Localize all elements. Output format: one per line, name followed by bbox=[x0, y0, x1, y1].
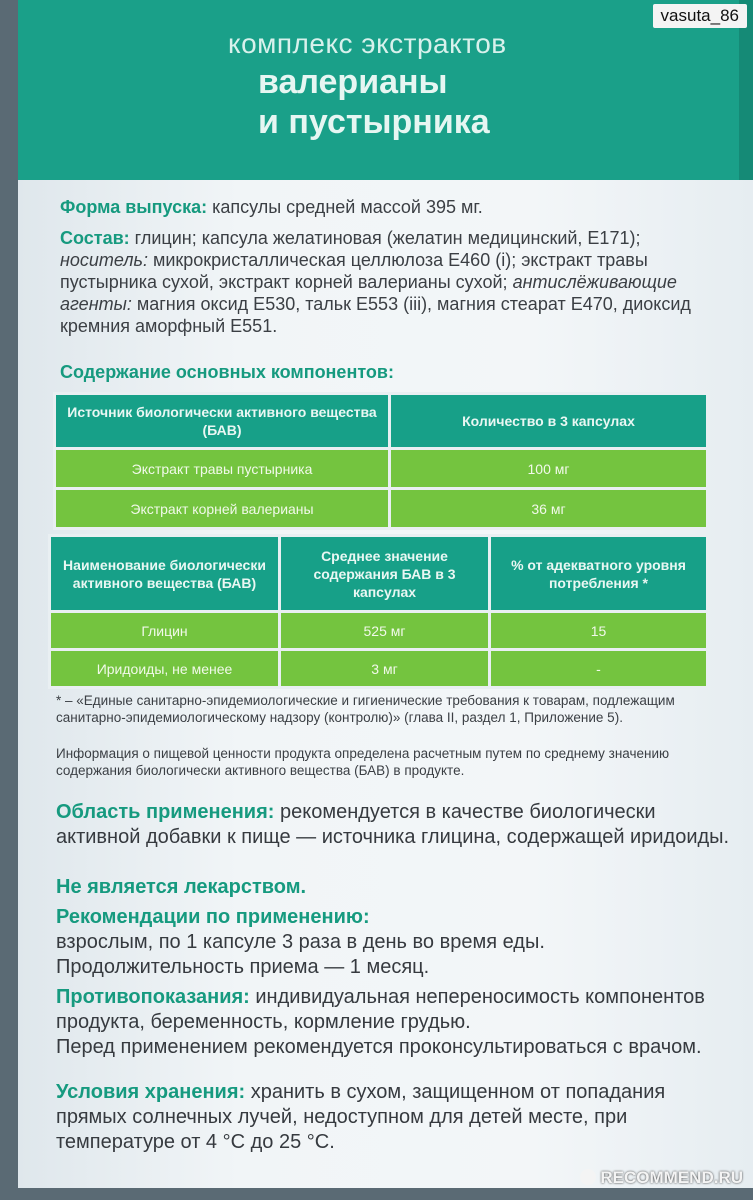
table2-cell: Глицин bbox=[50, 612, 280, 650]
table1-header-amount: Количество в 3 капсулах bbox=[390, 394, 708, 449]
table2-header-percent: % от адекватного уровня потребления * bbox=[490, 536, 708, 612]
site-watermark bbox=[580, 1168, 743, 1188]
table2-cell: Иридоиды, не менее bbox=[50, 650, 280, 688]
author-watermark: vasuta_86 bbox=[653, 4, 747, 28]
contra-label: Противопоказания: bbox=[56, 986, 250, 1008]
contraindications bbox=[56, 985, 736, 1060]
contra-line-2: Перед применением рекомендуется проконсультироваться с врачом. bbox=[56, 1036, 702, 1058]
header-band bbox=[18, 0, 753, 180]
release-form-label: Форма выпуска: bbox=[60, 197, 208, 217]
table2-header-name: Наименование биологически активного вещества (БАВ) bbox=[50, 536, 280, 612]
application-label: Область применения: bbox=[56, 801, 275, 823]
recommend-logo-icon bbox=[580, 1169, 596, 1185]
release-form-text: капсулы средней массой 395 мг. bbox=[207, 197, 483, 217]
table2-cell: 15 bbox=[490, 612, 708, 650]
anticaking-label: антислёживающие агенты: bbox=[60, 272, 677, 314]
storage-text: хранить в сухом, защищенном от попадания прямых солнечных лучей, недоступном для детей месте, при температуре от 4 °С до 25 °С. bbox=[56, 1081, 666, 1153]
table-sources bbox=[53, 392, 709, 530]
storage bbox=[56, 1080, 736, 1155]
table2-header-average: Среднее значение содержания БАВ в 3 капсулах bbox=[280, 536, 490, 612]
composition-text-2: микрокристаллическая целлюлоза Е460 (i); экстракт травы пустырника сухой, экстракт корней валерианы сухой; bbox=[60, 250, 648, 292]
site-watermark-text: RECOMMEND.RU bbox=[600, 1168, 743, 1187]
dosage-line-2: Продолжительность приема — 1 месяц. bbox=[56, 956, 430, 978]
table2-cell: - bbox=[490, 650, 708, 688]
contra-text: индивидуальная непереносимость компонентов продукта, беременность, кормление грудью. bbox=[56, 986, 705, 1033]
dosage bbox=[56, 905, 736, 980]
footnote-nutrition: Информация о пищевой ценности продукта определена расчетным путем по среднему значению содержания биологически активного вещества (БАВ) в продукте. bbox=[56, 746, 670, 778]
footnote-requirements: * – «Единые санитарно-эпидемиологические и гигиенические требования к товарам, подлежащим санитарно-эпидемиологическому надзору (контролю)» (глава II, раздел 1, Приложение 5). bbox=[56, 693, 675, 725]
release-form bbox=[60, 196, 720, 218]
storage-label: Условия хранения: bbox=[56, 1081, 246, 1103]
dosage-line-1: взрослым, по 1 капсуле 3 раза в день во время еды. bbox=[56, 931, 545, 953]
not-medicine-text: Не является лекарством. bbox=[56, 876, 307, 898]
table-substances bbox=[48, 534, 709, 689]
title-line-2: и пустырника bbox=[258, 103, 490, 141]
table1-header-source: Источник биологически активного вещества (БАВ) bbox=[55, 394, 390, 449]
table1-cell: Экстракт травы пустырника bbox=[55, 449, 390, 489]
composition-text-1: глицин; капсула желатиновая (желатин медицинский, Е171); bbox=[129, 228, 641, 248]
table2-cell: 525 мг bbox=[280, 612, 490, 650]
carrier-label: носитель: bbox=[60, 250, 148, 270]
not-medicine bbox=[56, 875, 736, 900]
header-subtitle: комплекс экстрактов bbox=[228, 28, 507, 59]
application-text: рекомендуется в качестве биологически активной добавки к пище — источника глицина, содержащей иридоиды. bbox=[56, 801, 730, 848]
table1-cell: Экстракт корней валерианы bbox=[55, 489, 390, 529]
title-line-1: валерианы bbox=[258, 63, 448, 101]
components-heading: Содержание основных компонентов: bbox=[60, 362, 394, 382]
composition bbox=[60, 227, 720, 337]
table2-cell: 3 мг bbox=[280, 650, 490, 688]
composition-text-3: магния оксид Е530, тальк Е553 (iii), магния стеарат Е470, диоксид кремния аморфный Е551. bbox=[60, 294, 691, 336]
dosage-label: Рекомендации по применению: bbox=[56, 906, 370, 928]
table1-cell: 100 мг bbox=[390, 449, 708, 489]
header-title bbox=[258, 62, 490, 142]
table1-cell: 36 мг bbox=[390, 489, 708, 529]
composition-label: Состав: bbox=[60, 228, 130, 248]
application-area bbox=[56, 800, 736, 850]
